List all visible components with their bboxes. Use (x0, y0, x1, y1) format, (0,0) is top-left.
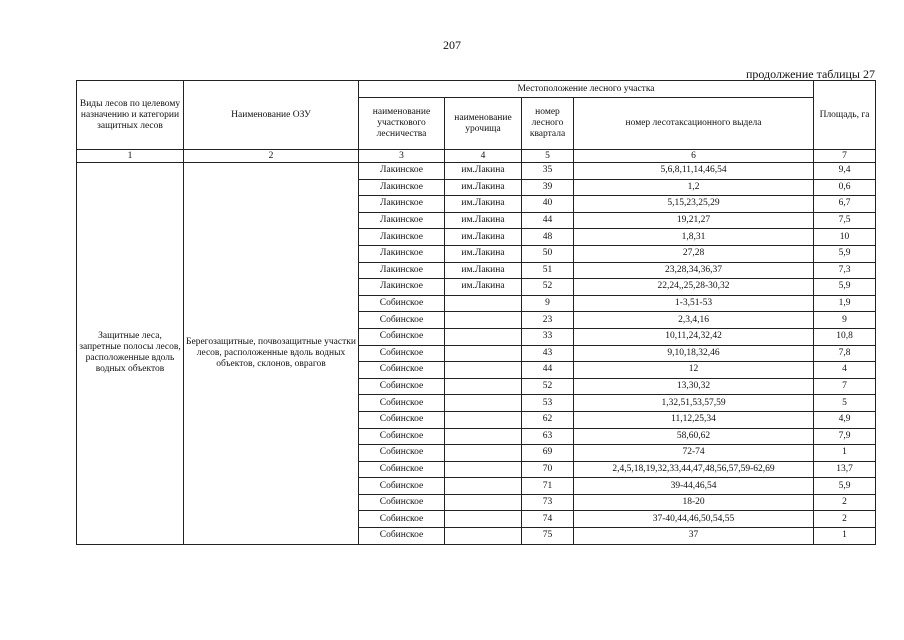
allotment-cell: 10,11,24,32,42 (574, 328, 814, 345)
forest-table (76, 80, 876, 545)
allotment-cell: 1,2 (574, 179, 814, 196)
area-cell: 5,9 (814, 245, 876, 262)
column-number: 7 (814, 150, 876, 163)
district-cell: Собинское (359, 312, 445, 329)
quarter-cell: 23 (522, 312, 574, 329)
quarter-cell: 44 (522, 362, 574, 379)
tract-cell: им.Лакина (445, 196, 522, 213)
district-cell: Собинское (359, 328, 445, 345)
district-cell: Собинское (359, 478, 445, 495)
quarter-cell: 62 (522, 411, 574, 428)
tract-cell: им.Лакина (445, 279, 522, 296)
tract-cell: им.Лакина (445, 179, 522, 196)
area-cell: 1 (814, 528, 876, 545)
tract-cell (445, 312, 522, 329)
district-cell: Лакинское (359, 196, 445, 213)
district-cell: Собинское (359, 528, 445, 545)
table-row (77, 163, 876, 180)
area-cell: 6,7 (814, 196, 876, 213)
tract-cell (445, 395, 522, 412)
allotment-cell: 1-3,51-53 (574, 295, 814, 312)
district-cell: Лакинское (359, 279, 445, 296)
header-district: наименование участкового лесничества (359, 98, 445, 150)
allotment-cell: 5,6,8,11,14,46,54 (574, 163, 814, 180)
district-cell: Лакинское (359, 229, 445, 246)
allotment-cell: 37-40,44,46,50,54,55 (574, 511, 814, 528)
area-cell: 1 (814, 445, 876, 462)
area-cell: 4 (814, 362, 876, 379)
area-cell: 7,8 (814, 345, 876, 362)
column-number: 5 (522, 150, 574, 163)
tract-cell: им.Лакина (445, 229, 522, 246)
header-tract: наименование урочища (445, 98, 522, 150)
district-cell: Собинское (359, 494, 445, 511)
quarter-cell: 40 (522, 196, 574, 213)
table-body (77, 163, 876, 545)
tract-cell: им.Лакина (445, 245, 522, 262)
quarter-cell: 50 (522, 245, 574, 262)
tract-cell (445, 295, 522, 312)
allotment-cell: 18-20 (574, 494, 814, 511)
table-continuation-caption: продолжение таблицы 27 (745, 67, 875, 81)
tract-cell: им.Лакина (445, 212, 522, 229)
quarter-cell: 71 (522, 478, 574, 495)
district-cell: Собинское (359, 511, 445, 528)
header-forest-type: Виды лесов по целевому назначению и категории защитных лесов (77, 81, 184, 150)
quarter-cell: 69 (522, 445, 574, 462)
area-cell: 5,9 (814, 478, 876, 495)
quarter-cell: 53 (522, 395, 574, 412)
district-cell: Лакинское (359, 262, 445, 279)
tract-cell (445, 362, 522, 379)
tract-cell (445, 378, 522, 395)
tract-cell: им.Лакина (445, 262, 522, 279)
area-cell: 9 (814, 312, 876, 329)
district-cell: Собинское (359, 295, 445, 312)
tract-cell (445, 328, 522, 345)
page-number: 207 (443, 38, 461, 52)
area-cell: 10 (814, 229, 876, 246)
quarter-cell: 48 (522, 229, 574, 246)
allotment-cell: 37 (574, 528, 814, 545)
ozu-name-cell: Берегозащитные, почвозащитные участки лесов, расположенные вдоль водных объектов, склонов, оврагов (184, 163, 359, 545)
area-cell: 5,9 (814, 279, 876, 296)
allotment-cell: 22,24,,25,28-30,32 (574, 279, 814, 296)
allotment-cell: 1,32,51,53,57,59 (574, 395, 814, 412)
allotment-cell: 72-74 (574, 445, 814, 462)
area-cell: 7,3 (814, 262, 876, 279)
area-cell: 5 (814, 395, 876, 412)
allotment-cell: 9,10,18,32,46 (574, 345, 814, 362)
area-cell: 1,9 (814, 295, 876, 312)
district-cell: Собинское (359, 428, 445, 445)
header-ozu-name: Наименование ОЗУ (184, 81, 359, 150)
quarter-cell: 52 (522, 378, 574, 395)
district-cell: Лакинское (359, 179, 445, 196)
district-cell: Собинское (359, 461, 445, 478)
district-cell: Собинское (359, 445, 445, 462)
quarter-cell: 33 (522, 328, 574, 345)
column-number: 4 (445, 150, 522, 163)
tract-cell (445, 528, 522, 545)
tract-cell (445, 411, 522, 428)
allotment-cell: 13,30,32 (574, 378, 814, 395)
area-cell: 2 (814, 494, 876, 511)
tract-cell (445, 428, 522, 445)
header-location: Местоположение лесного участка (359, 81, 814, 98)
tract-cell (445, 511, 522, 528)
district-cell: Собинское (359, 345, 445, 362)
quarter-cell: 44 (522, 212, 574, 229)
quarter-cell: 39 (522, 179, 574, 196)
column-number: 6 (574, 150, 814, 163)
area-cell: 7,9 (814, 428, 876, 445)
district-cell: Лакинское (359, 212, 445, 229)
allotment-cell: 5,15,23,25,29 (574, 196, 814, 213)
quarter-cell: 9 (522, 295, 574, 312)
header-allotment: номер лесотаксационного выдела (574, 98, 814, 150)
header-area: Площадь, га (814, 81, 876, 150)
allotment-cell: 19,21,27 (574, 212, 814, 229)
quarter-cell: 70 (522, 461, 574, 478)
tract-cell: им.Лакина (445, 163, 522, 180)
quarter-cell: 43 (522, 345, 574, 362)
tract-cell (445, 345, 522, 362)
district-cell: Собинское (359, 411, 445, 428)
allotment-cell: 2,3,4,16 (574, 312, 814, 329)
forest-type-cell: Защитные леса, запретные полосы лесов, расположенные вдоль водных объектов (77, 163, 184, 545)
quarter-cell: 63 (522, 428, 574, 445)
tract-cell (445, 445, 522, 462)
area-cell: 9,4 (814, 163, 876, 180)
allotment-cell: 27,28 (574, 245, 814, 262)
column-number: 1 (77, 150, 184, 163)
allotment-cell: 39-44,46,54 (574, 478, 814, 495)
area-cell: 4,9 (814, 411, 876, 428)
area-cell: 2 (814, 511, 876, 528)
quarter-cell: 52 (522, 279, 574, 296)
allotment-cell: 1,8,31 (574, 229, 814, 246)
district-cell: Собинское (359, 362, 445, 379)
quarter-cell: 75 (522, 528, 574, 545)
header-quarter: номер лесного квартала (522, 98, 574, 150)
district-cell: Собинское (359, 395, 445, 412)
allotment-cell: 23,28,34,36,37 (574, 262, 814, 279)
quarter-cell: 51 (522, 262, 574, 279)
allotment-cell: 58,60,62 (574, 428, 814, 445)
allotment-cell: 11,12,25,34 (574, 411, 814, 428)
quarter-cell: 74 (522, 511, 574, 528)
area-cell: 13,7 (814, 461, 876, 478)
area-cell: 7,5 (814, 212, 876, 229)
district-cell: Собинское (359, 378, 445, 395)
column-number: 3 (359, 150, 445, 163)
district-cell: Лакинское (359, 245, 445, 262)
district-cell: Лакинское (359, 163, 445, 180)
tract-cell (445, 461, 522, 478)
column-number: 2 (184, 150, 359, 163)
area-cell: 7 (814, 378, 876, 395)
area-cell: 0,6 (814, 179, 876, 196)
tract-cell (445, 494, 522, 511)
allotment-cell: 12 (574, 362, 814, 379)
quarter-cell: 73 (522, 494, 574, 511)
quarter-cell: 35 (522, 163, 574, 180)
allotment-cell: 2,4,5,18,19,32,33,44,47,48,56,57,59-62,69 (574, 461, 814, 478)
area-cell: 10,8 (814, 328, 876, 345)
tract-cell (445, 478, 522, 495)
